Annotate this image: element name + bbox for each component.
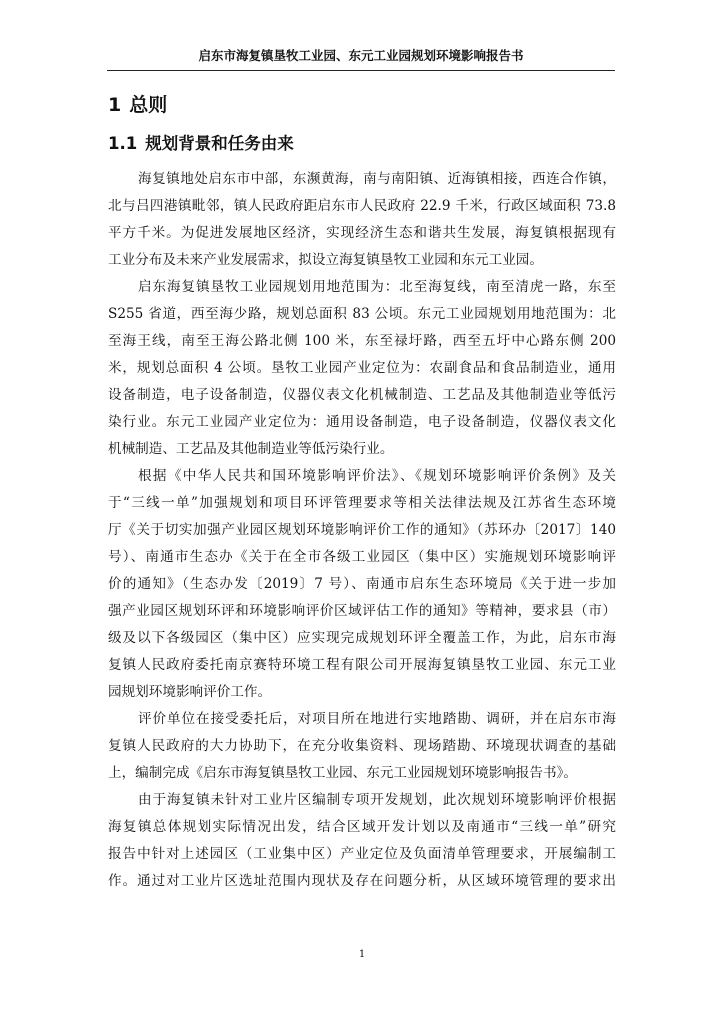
text-line: 报告中针对上述园区（工业集中区）产业定位及负面清单管理要求，开展编制工 (108, 846, 616, 862)
paragraph (108, 166, 616, 274)
text-line: 价的通知》（生态办发〔2019〕7 号）、南通市启东生态环境局《关于进一步加 (108, 576, 616, 592)
text-line: 上，编制完成《启东市海复镇垦牧工业园、东元工业园规划环境影响报告书》。 (108, 765, 577, 781)
paragraph (108, 706, 616, 787)
section-heading (108, 132, 294, 156)
text-line: 染行业。东元工业园产业定位为：通用设备制造，电子设备制造，仪器仪表文化 (108, 414, 616, 430)
text-line: 启东海复镇垦牧工业园规划用地范围为：北至海复线，南至清虎一路，东至 (138, 279, 616, 295)
page-number: 1 (358, 949, 366, 960)
chapter-title: 总则 (129, 94, 168, 116)
text-line: 园规划环境影响评价工作。 (108, 684, 272, 700)
text-line: 强产业园区规划环评和环境影响评价区域评估工作的通知》等精神，要求县（市） (108, 603, 616, 619)
text-line: 号）、南通市生态办《关于在全市各级工业园区（集中区）实施规划环境影响评 (108, 549, 616, 565)
paragraph (108, 274, 616, 463)
text-line: S255 省道，西至海少路，规划总面积 83 公顷。东元工业园规划用地范围为：北 (108, 306, 616, 322)
body-text (108, 166, 616, 895)
text-line: 由于海复镇未针对工业片区编制专项开发规划，此次规划环境影响评价根据 (138, 792, 616, 808)
text-line: 复镇人民政府的大力协助下，在充分收集资料、现场踏勘、环境现状调查的基础 (108, 738, 616, 754)
text-line: 级及以下各级园区（集中区）应实现完成规划环评全覆盖工作，为此，启东市海 (108, 630, 616, 646)
text-line: 平方千米。为促进发展地区经济，实现经济生态和谐共生发展，海复镇根据现有 (108, 225, 616, 241)
paragraph (108, 463, 616, 706)
text-line: 设备制造，电子设备制造，仪器仪表文化机械制造、工艺品及其他制造业等低污 (108, 387, 616, 403)
text-line: 根据《中华人民共和国环境影响评价法》、《规划环境影响评价条例》及关 (138, 468, 616, 484)
text-line: 海复镇地处启东市中部，东濒黄海，南与南阳镇、近海镇相接，西连合作镇， (138, 171, 616, 187)
section-title: 规划背景和任务由来 (145, 134, 294, 153)
text-line: 作。通过对工业片区选址范围内现状及存在问题分析，从区域环境管理的要求出 (108, 873, 616, 889)
text-line: 评价单位在接受委托后，对项目所在地进行实地踏勘、调研，并在启东市海 (138, 711, 616, 727)
running-header: 启东市海复镇垦牧工业园、东元工业园规划环境影响报告书 (107, 46, 615, 71)
text-line: 工业分布及未来产业发展需求，拟设立海复镇垦牧工业园和东元工业园。 (108, 252, 543, 268)
text-line: 于“三线一单”加强规划和项目环评管理要求等相关法律法规及江苏省生态环境 (108, 495, 616, 511)
text-line: 北与吕四港镇毗邻，镇人民政府距启东市人民政府 22.9 千米，行政区域面积 73.8 (108, 198, 616, 214)
text-line: 厅《关于切实加强产业园区规划环境影响评价工作的通知》（苏环办〔2017〕140 (108, 522, 616, 538)
text-line: 至海王线，南至王海公路北侧 100 米，东至禄圩路，西至五圩中心路东侧 200 (108, 333, 616, 349)
text-line: 复镇人民政府委托南京赛特环境工程有限公司开展海复镇垦牧工业园、东元工业 (108, 657, 616, 673)
text-line: 米，规划总面积 4 公顷。垦牧工业园产业定位为：农副食品和食品制造业，通用 (108, 360, 616, 376)
chapter-heading (108, 92, 167, 118)
section-number: 1.1 (108, 134, 138, 153)
text-line: 机械制造、工艺品及其他制造业等低污染行业。 (108, 441, 394, 457)
text-line: 海复镇总体规划实际情况出发，结合区域开发计划以及南通市“三线一单”研究 (108, 819, 616, 835)
chapter-number: 1 (108, 94, 122, 116)
paragraph (108, 787, 616, 895)
